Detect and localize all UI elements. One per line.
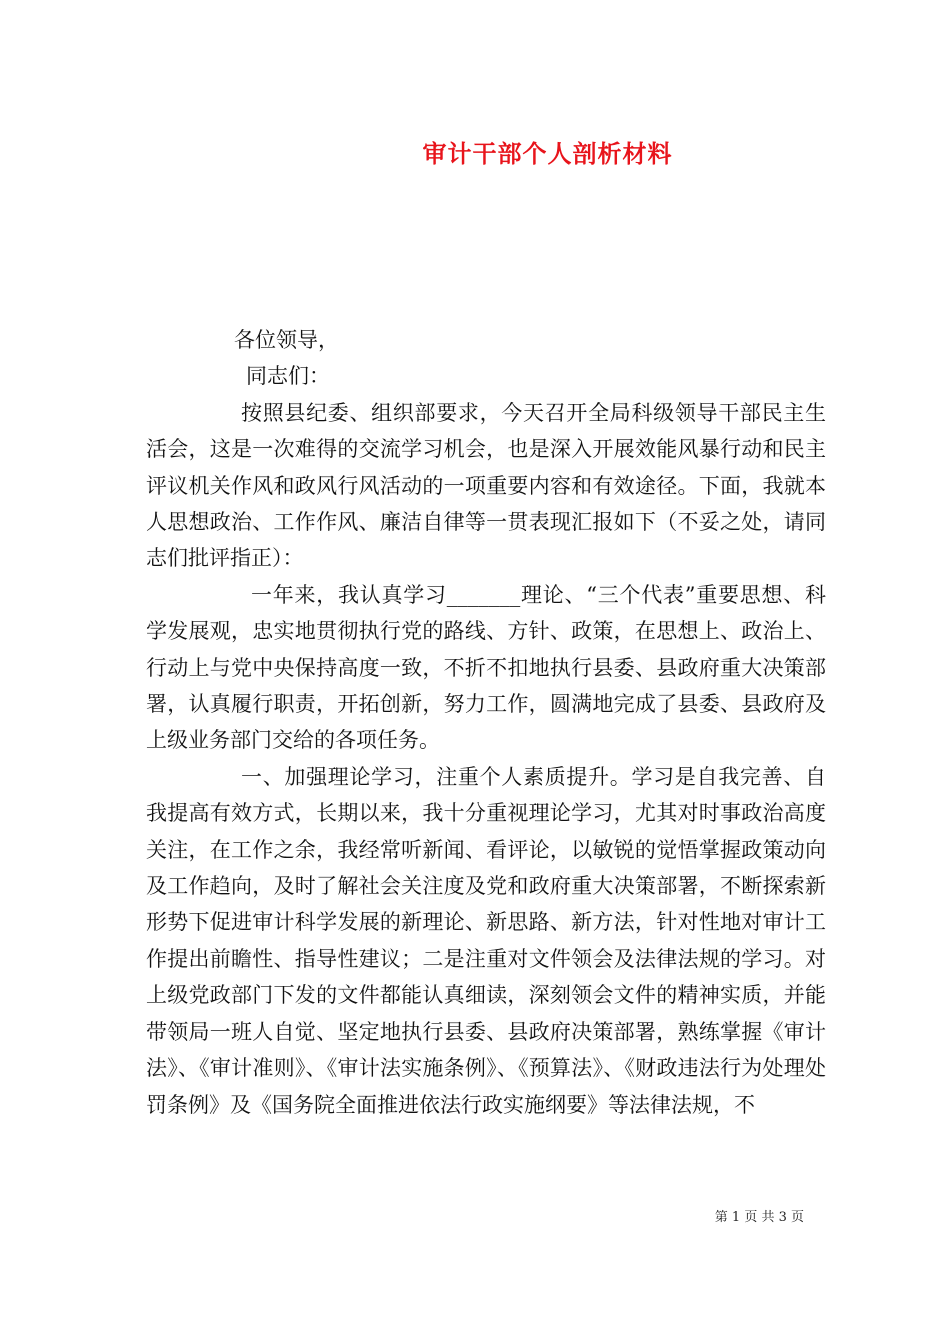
document-body	[146, 322, 826, 1123]
paragraph-intro: 按照县纪委、组织部要求，今天召开全局科级领导干部民主生活会，这是一次难得的交流学习机会，也是深入开展效能风暴行动和民主评议机关作风和政风行风活动的一项重要内容和有效途径。下面，我就本人思想政治、工作作风、廉洁自律等一贯表现汇报如下（不妥之处，请同志们批评指正）：	[146, 400, 826, 571]
salutation-leaders: 各位领导，	[234, 328, 339, 352]
page-number-footer: 第 1 页 共 3 页	[714, 1210, 804, 1225]
paragraph-theory-study: 一、加强理论学习，注重个人素质提升。学习是自我完善、自我提高有效方式，长期以来，我十分重视理论学习，尤其对时事政治高度关注，在工作之余，我经常听新闻、看评论，以敏锐的觉悟掌握政策动向及工作趋向，及时了解社会关注度及党和政府重大决策部署，不断探索新形势下促进审计科学发展的新理论、新思路、新方法，针对性地对审计工作提出前瞻性、指导性建议；二是注重对文件领会及法律法规的学习。对上级党政部门下发的文件都能认真细读，深刻领会文件的精神实质，并能带领局一班人自觉、坚定地执行县委、县政府决策部署，熟练掌握《审计法》、《审计准则》、《审计法实施条例》、《预算法》、《财政违法行为处理处罚条例》及《国务院全面推进依法行政实施纲要》等法律法规，不	[146, 764, 826, 1117]
salutation-comrades: 同志们：	[246, 364, 330, 389]
page-title: 审计干部个人剖析材料	[422, 139, 673, 168]
paragraph-year-review: 一年来，我认真学习_______理论、“三个代表”重要思想、科学发展观，忠实地贯彻执行党的路线、方针、政策，在思想上、政治上、行动上与党中央保持高度一致，不折不扣地执行县委、县政府重大决策部署，认真履行职责，开拓创新，努力工作，圆满地完成了县委、县政府及上级业务部门交给的各项任务。	[146, 582, 826, 753]
